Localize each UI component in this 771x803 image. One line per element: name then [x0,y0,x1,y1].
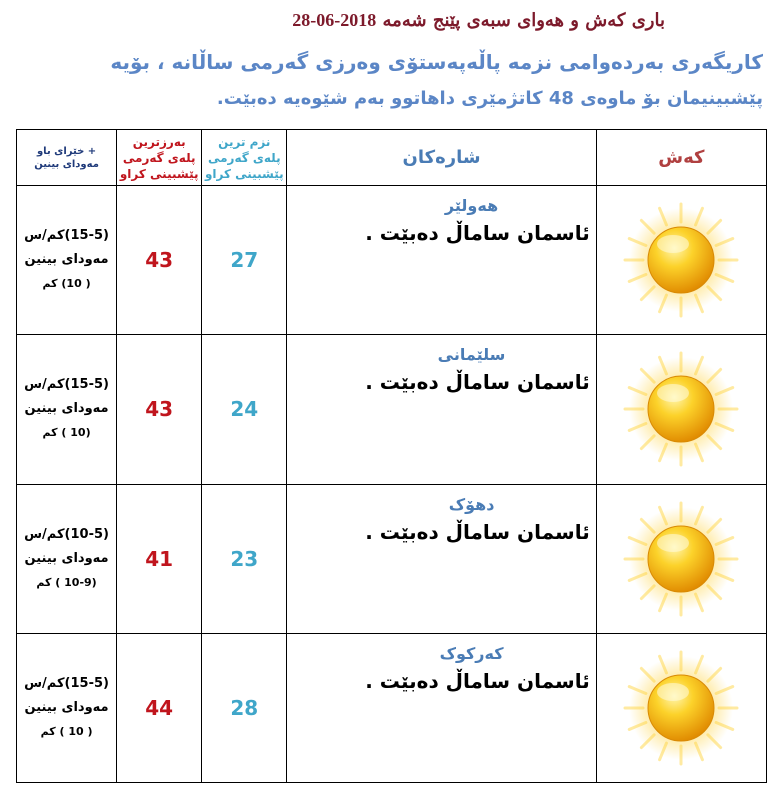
weather-description: ئاسمان ساماڵ دەبێت . [365,370,590,395]
title-text: باری کەش و هەوای سبەی پێنج شەمە [382,10,665,31]
weather-description: ئاسمان ساماڵ دەبێت . [365,519,590,544]
min-temp-value: 27 [202,186,287,335]
city-cell [287,186,596,335]
wind-speed: (15-5)کم/س [24,675,109,691]
city-cell [287,633,596,782]
wind-visibility-cell [17,633,117,782]
min-temp-value: 24 [202,335,287,484]
weather-icon-cell [596,633,766,782]
subtitle-line-2: پێشبینیمان بۆ ماوەی 48 کاتژمێری داهاتوو بەم شێوەیە دەبێت. [216,88,763,109]
city-cell [287,484,596,633]
header-min-line-3: پێشبینی کراو [204,166,284,181]
header-min-line-2: پلەی گەرمی [207,150,281,165]
visibility-label: مەودای بینین [24,401,109,417]
min-temp-value: 23 [202,484,287,633]
header-max-line-2: پلەی گەرمی [122,150,196,165]
city-name: دهۆک [448,494,495,514]
header-max-line-3: پێشبینی کراو [119,166,199,181]
header-min-temp [202,130,287,186]
table-row [17,186,767,335]
city-name: کەرکوک [439,643,504,663]
sun-icon [621,200,741,320]
visibility-value: ( 10 ) کم [40,724,93,738]
sun-icon [621,648,741,768]
table-row [17,633,767,782]
table-row [17,484,767,633]
max-temp-value: 43 [117,186,202,335]
city-cell [287,335,596,484]
visibility-value: ( 10) کم [42,277,91,291]
header-wind-line: خێرای باو + [36,145,97,157]
forecast-date: 2018-06-28 [292,10,377,30]
header-wind-visibility [17,130,117,186]
weather-description: ئاسمان ساماڵ دەبێت . [365,668,590,693]
forecast-table [16,129,767,783]
wind-speed: (15-5)کم/س [24,377,109,393]
header-cities: شارەکان [287,130,596,186]
max-temp-value: 41 [117,484,202,633]
visibility-value: (10-9 ) کم [36,575,97,589]
header-max-temp [117,130,202,186]
table-row [17,335,767,484]
visibility-value: (10 ) کم [42,426,91,440]
header-max-line-1: بەرزترین [132,134,186,149]
weather-description: ئاسمان ساماڵ دەبێت . [365,221,590,245]
city-name: سلێمانی [437,345,506,365]
city-name: هەولێر [444,196,499,215]
max-temp-value: 43 [117,335,202,484]
header-visibility-line: مەودای بینین [34,158,99,170]
sun-icon [621,499,741,619]
weather-icon-cell [596,186,766,335]
visibility-label: مەودای بینین [24,550,109,566]
sun-icon [621,349,741,469]
visibility-label: مەودای بینین [24,252,109,268]
visibility-label: مەودای بینین [24,699,109,715]
table-header-row [17,130,767,186]
wind-visibility-cell [17,186,117,335]
max-temp-value: 44 [117,633,202,782]
wind-speed: (10-5)کم/س [24,526,109,542]
weather-icon-cell [596,484,766,633]
subtitle-line-1: کاریگەری بەردەوامی نزمە پاڵەپەستۆی وەرزی گەرمی ساڵانە ، بۆیە [110,50,763,74]
wind-visibility-cell [17,335,117,484]
header-min-line-1: نزم ترین [218,134,271,149]
wind-visibility-cell [17,484,117,633]
weather-icon-cell [596,335,766,484]
min-temp-value: 28 [202,633,287,782]
page-title [284,10,665,31]
header-weather: کەش [596,130,766,186]
wind-speed: (15-5)کم/س [24,228,109,244]
